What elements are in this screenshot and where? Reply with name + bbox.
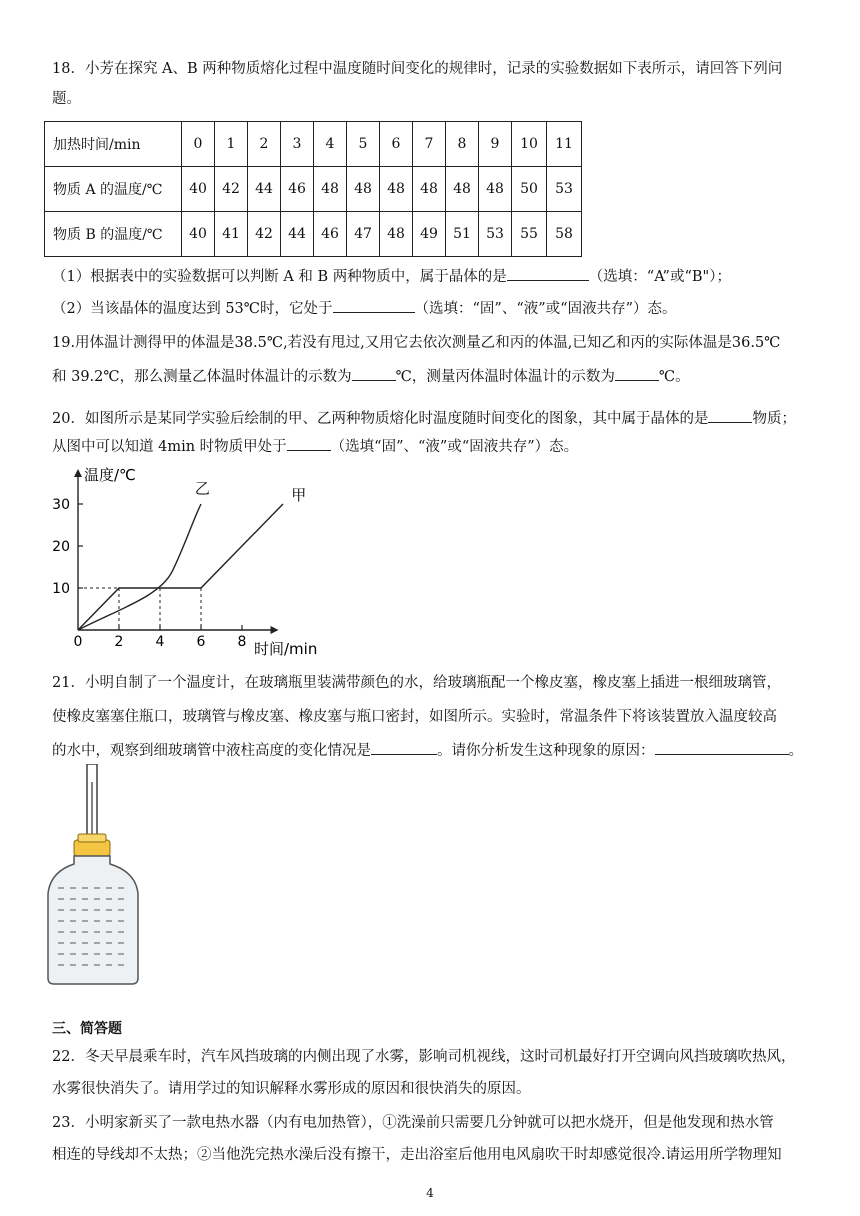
table-cell: 42 (215, 167, 248, 212)
table-cell: 7 (413, 122, 446, 167)
table-cell: 55 (512, 212, 547, 257)
row-label-a: 物质 A 的温度/℃ (45, 167, 182, 212)
table-cell: 3 (281, 122, 314, 167)
q18-data-table (44, 121, 582, 257)
table-cell: 41 (215, 212, 248, 257)
table-cell: 48 (380, 167, 413, 212)
q21-text-a: 的水中，观察到细玻璃管中液柱高度的变化情况是 (52, 743, 371, 759)
table-cell: 48 (446, 167, 479, 212)
q19-line-2 (52, 364, 690, 388)
q21-text-b: 。请你分析发生这种现象的原因： (437, 743, 655, 759)
table-row-a (45, 167, 582, 212)
stopper-top (78, 834, 106, 842)
table-cell: 6 (380, 122, 413, 167)
table-cell: 47 (347, 212, 380, 257)
q21-line-2: 使橡皮塞塞住瓶口，玻璃管与橡皮塞、橡皮塞与瓶口密封，如图所示。实验时，常温条件下将该装置放入温度较高 (52, 709, 777, 725)
q23-line-2: 相连的导线却不太热；②当他洗完热水澡后没有擦干，走出浴室后他用电风扇吹干时却感觉很冷.请运用所学物理知 (52, 1147, 782, 1163)
row-label-b: 物质 B 的温度/℃ (45, 212, 182, 257)
q18-sub2-text: （2）当该晶体的温度达到 53℃时，它处于 (52, 301, 333, 317)
q18-sub1 (52, 264, 731, 288)
answer-blank[interactable] (615, 364, 659, 381)
x-tick-label: 0 (73, 634, 83, 650)
table-cell: 0 (182, 122, 215, 167)
table-cell: 48 (314, 167, 347, 212)
y-axis-label: 温度/℃ (84, 466, 136, 484)
q20-text-a: 20．如图所示是某同学实验后绘制的甲、乙两种物质熔化时温度随时间变化的图象，其中属于晶体的是 (52, 411, 709, 427)
bottle-thermometer-illustration (44, 764, 144, 990)
table-row-time (45, 122, 582, 167)
table-cell: 46 (281, 167, 314, 212)
table-cell: 48 (347, 167, 380, 212)
q22-line-1: 22．冬天早晨乘车时，汽车风挡玻璃的内侧出现了水雾，影响司机视线，这时司机最好打开空调向风挡玻璃吹热风， (52, 1049, 796, 1065)
q19-text-c: ℃。 (658, 369, 690, 385)
q18-line-2: 题。 (52, 91, 81, 107)
x-axis-arrow (271, 626, 279, 634)
table-cell: 49 (413, 212, 446, 257)
table-cell: 4 (314, 122, 347, 167)
table-cell: 42 (248, 212, 281, 257)
table-cell: 48 (479, 167, 512, 212)
table-cell: 9 (479, 122, 512, 167)
q20-text-b: 物质； (752, 411, 796, 427)
table-cell: 46 (314, 212, 347, 257)
x-axis-label: 时间/min (254, 640, 318, 658)
q21-text-c: 。 (788, 743, 803, 759)
table-cell: 50 (512, 167, 547, 212)
q18-sub2 (52, 296, 677, 320)
q20-line-2 (52, 434, 578, 458)
table-cell: 40 (182, 167, 215, 212)
q21-line-3 (52, 738, 803, 762)
y-tick-label: 30 (52, 497, 70, 513)
answer-blank[interactable] (352, 364, 396, 381)
q20-line-1 (52, 406, 796, 430)
q18-sub2-hint: （选填：“固”、“液”或“固液共存”）态。 (414, 301, 677, 317)
answer-blank[interactable] (507, 264, 589, 281)
row-label-time: 加热时间/min (45, 122, 182, 167)
table-cell: 5 (347, 122, 380, 167)
x-tick-label: 8 (237, 634, 247, 650)
table-cell: 51 (446, 212, 479, 257)
table-cell: 44 (248, 167, 281, 212)
series-jia-label: 甲 (291, 485, 307, 504)
answer-blank[interactable] (655, 738, 789, 755)
table-cell: 8 (446, 122, 479, 167)
answer-blank[interactable] (287, 434, 331, 451)
table-cell: 48 (413, 167, 446, 212)
q18-line-1: 18．小芳在探究 A、B 两种物质熔化过程中温度随时间变化的规律时，记录的实验数据如下表所示，请回答下列问 (52, 61, 783, 77)
series-jia-line (78, 504, 283, 630)
table-cell: 11 (547, 122, 582, 167)
table-cell: 53 (479, 212, 512, 257)
q22-line-2: 水雾很快消失了。请用学过的知识解释水雾形成的原因和很快消失的原因。 (52, 1081, 531, 1097)
answer-blank[interactable] (333, 296, 415, 313)
table-cell: 58 (547, 212, 582, 257)
q19-text-b: ℃，测量丙体温时体温计的示数为 (395, 369, 615, 385)
q20-temperature-chart (48, 462, 328, 662)
table-cell: 53 (547, 167, 582, 212)
q23-line-1: 23．小明家新买了一款电热水器（内有电加热管），①洗澡前只需要几分钟就可以把水烧开，但是他发现和热水管 (52, 1115, 774, 1131)
y-axis-arrow (74, 469, 82, 477)
answer-blank[interactable] (371, 738, 437, 755)
x-tick-label: 6 (196, 634, 206, 650)
q21-line-1: 21．小明自制了一个温度计，在玻璃瓶里装满带颜色的水，给玻璃瓶配一个橡皮塞，橡皮塞上插进一根细玻璃管， (52, 675, 781, 691)
table-cell: 2 (248, 122, 281, 167)
q19-line-1: 19.用体温计测得甲的体温是38.5℃,若没有甩过,又用它去依次测量乙和丙的体温,已知乙和丙的实际体温是36.5℃ (52, 335, 781, 351)
section-title: 三、简答题 (52, 1021, 122, 1037)
table-cell: 40 (182, 212, 215, 257)
table-cell: 44 (281, 212, 314, 257)
answer-blank[interactable] (708, 406, 752, 423)
table-row-b (45, 212, 582, 257)
y-tick-label: 20 (52, 539, 70, 555)
q20-text-c: 从图中可以知道 4min 时物质甲处于 (52, 439, 287, 455)
q19-text-a: 和 39.2℃，那么测量乙体温时体温计的示数为 (52, 369, 352, 385)
q18-sub1-hint: （选填：“A”或“B"）； (588, 269, 731, 285)
x-tick-label: 4 (155, 634, 165, 650)
q20-text-d: （选填“固”、“液”或“固液共存”）态。 (330, 439, 579, 455)
page-number: 4 (426, 1186, 434, 1200)
y-tick-label: 10 (52, 581, 70, 597)
x-tick-label: 2 (114, 634, 124, 650)
series-yi-label: 乙 (194, 479, 210, 498)
q18-sub1-text: （1）根据表中的实验数据可以判断 A 和 B 两种物质中，属于晶体的是 (52, 269, 507, 285)
table-cell: 1 (215, 122, 248, 167)
table-cell: 10 (512, 122, 547, 167)
table-cell: 48 (380, 212, 413, 257)
